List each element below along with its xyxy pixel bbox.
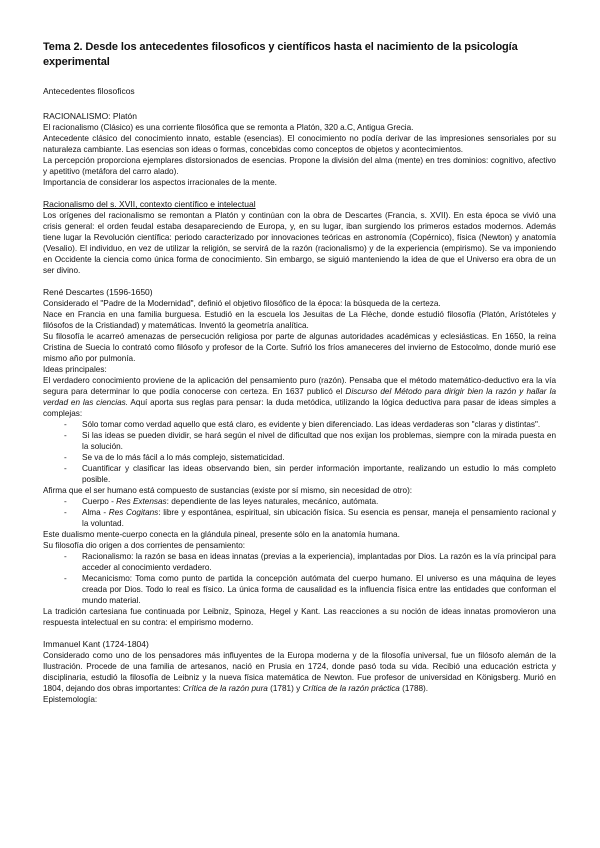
paragraph: Su filosofía dio origen a dos corrientes de pensamiento: bbox=[43, 541, 246, 550]
descartes-section bbox=[43, 287, 556, 628]
paragraph: Los orígenes del racionalismo se remontan a Platón y continúan con la obra de Descartes (Francia, s. XVII). En esta época se vivió una crisis general: el orden feudal estaba desapareciendo de Europa, y, en su lugar, iban surgiendo los primeros estados modernos. Además tiene lugar la Revolución científica: periodo caracterizado por innovaciones teóricas en astronomía (Copérnico), física (Newton) y anatomía (Vesalio). El individuo, en vez de utilizar la religión, se servirá de la razón (racionalismo) y de la experiencia (empirismo). Se va imponiendo en Occidente la ciencia como única forma de conocimiento. Sin embargo, se siguió manteniendo la idea de que el Universo era obra de un ser divino. bbox=[43, 211, 556, 275]
siglo17-heading: Racionalismo del s. XVII, contexto científico e intelectual bbox=[43, 199, 256, 209]
descartes-heading: René Descartes (1596-1650) bbox=[43, 287, 153, 297]
paragraph: Su filosofía le acarreó amenazas de persecución religiosa por parte de algunas autoridades académicas y eclesiásticas. En 1650, la reina Cristina de Suecia lo contrató como filósofo y profesor de la Corte. Sufrió los fríos amaneceres del invierno de Estocolmo, donde murió ese mismo año por pulmonía. bbox=[43, 332, 556, 363]
section-subtitle: Antecedentes filosoficos bbox=[43, 86, 135, 96]
sustancias-list bbox=[43, 496, 556, 529]
paragraph: La percepción proporciona ejemplares distorsionados de esencias. Propone la división del alma (mente) en tres dominios: cognitivo, afectivo y apetitivo (metáfora del carro alado). bbox=[43, 156, 556, 176]
list-item: - Racionalismo: la razón se basa en ideas innatas (previas a la experiencia), implantadas por Dios. La razón es la vía principal para acceder al conocimiento verdadero. bbox=[64, 552, 556, 572]
text-span: Aquí aporta sus reglas para pensar: la duda metódica, utilizando la lógica deductiva para pasar de ideas simples a complejas: bbox=[43, 398, 556, 418]
document-title: Tema 2. Desde los antecedentes filosoficos y científicos hasta el nacimiento de la psicología experimental bbox=[43, 41, 518, 68]
paragraph: Antecedente clásico del conocimiento innato, estable (esencias). El conocimiento no podía derivar de las impresiones sensoriales por su naturaleza cambiante. Las esencias son ideas o formas, concebidas como conceptos de objetos y acontecimientos. bbox=[43, 134, 556, 154]
racionalismo-section bbox=[43, 111, 556, 188]
paragraph: El racionalismo (Clásico) es una corriente filosófica que se remonta a Platón, 320 a.C, Antigua Grecia. bbox=[43, 123, 414, 132]
book-title: Crítica de la razón práctica bbox=[302, 684, 400, 693]
corrientes-list bbox=[43, 551, 556, 606]
rules-list bbox=[43, 419, 556, 485]
list-item: - Sólo tomar como verdad aquello que está claro, es evidente y bien diferenciado. Las ideas verdaderas son "claras y distintas". bbox=[64, 420, 541, 429]
text-span: El verdadero conocimiento proviene de la aplicación del pensamiento puro (razón). Pensaba que el método matemático-deductivo era la vía segura para determinar lo que podía conocerse con certeza. En 1637 publicó el bbox=[43, 376, 556, 396]
book-title: Discurso del Método para dirigir bien la razón y hallar la verdad en las ciencias. bbox=[43, 387, 557, 407]
paragraph: Considerado el "Padre de la Modernidad", definió el objetivo filosófico de la época: la búsqueda de la certeza. bbox=[43, 299, 441, 308]
list-item: - Mecanicismo: Toma como punto de partida la concepción autómata del cuerpo humano. El universo es una máquina de leyes creada por Dios. Todo lo real es físico. La única forma de causalidad es la influencia física entre las entidades que conforman el mundo material. bbox=[64, 574, 556, 605]
list-item: - Se va de lo más fácil a lo más complejo, sistematicidad. bbox=[64, 453, 285, 462]
list-item: - Si las ideas se pueden dividir, se hará según el nivel de dificultad que nos exijan los problemas, siempre con la mirada puesta en la solución. bbox=[64, 431, 556, 451]
paragraph: Importancia de considerar los aspectos irracionales de la mente. bbox=[43, 178, 277, 187]
paragraph: Considerado como uno de los pensadores más influyentes de la Europa moderna y de la filosofía universal, fue un filósofo alemán de la Ilustración. Procede de una familia de artesanos, nació en Prusia en 1724, donde pasó toda su vida. Recibió una educación estricta y disciplinaria, estudió la filosofía de Leibniz y la nueva física matemática de Newton. Fue profesor de universidad en Königsberg. Murió en 1804, dejando dos obras importantes: Crítica de la razón pura (1781) y Crítica de la razón práctica (1788). bbox=[43, 651, 556, 693]
paragraph: La tradición cartesiana fue continuada por Leibniz, Spinoza, Hegel y Kant. Las reacciones a su noción de ideas innatas promovieron una respuesta intelectual en su contra: el empirismo moderno. bbox=[43, 607, 556, 627]
list-item: - Cuantificar y clasificar las ideas observando bien, sin perder información importante, realizando un estudio lo más completo posible. bbox=[64, 464, 556, 484]
paragraph: Afirma que el ser humano está compuesto de sustancias (existe por sí mismo, sin necesidad de otro): bbox=[43, 486, 413, 495]
paragraph: Este dualismo mente-cuerpo conecta en la glándula pineal, presente sólo en la anatomía humana. bbox=[43, 530, 400, 539]
siglo17-section bbox=[43, 199, 556, 276]
epistemologia-heading: Epistemología: bbox=[43, 695, 98, 704]
book-title: Crítica de la razón pura bbox=[182, 684, 268, 693]
kant-section bbox=[43, 639, 556, 705]
paragraph bbox=[43, 375, 556, 419]
list-item: - Cuerpo - Res Extensas: dependiente de las leyes naturales, mecánico, autómata. bbox=[64, 497, 379, 506]
paragraph: Nace en Francia en una familia burguesa. Estudió en la escuela los Jesuitas de La Flèche, donde estudió filosofía (Platón, Arístóteles y filósofos de la Cristiandad) y matemáticas. Inventó la geometría analítica. bbox=[43, 310, 556, 330]
racionalismo-heading: RACIONALISMO: Platón bbox=[43, 111, 138, 121]
kant-heading: Immanuel Kant (1724-1804) bbox=[43, 639, 149, 649]
document-page bbox=[43, 40, 556, 705]
list-item: - Alma - Res Cogitans: libre y espontánea, espiritual, sin ubicación física. Su esencia es pensar, maneja el pensamiento racional y la voluntad. bbox=[64, 508, 557, 528]
ideas-heading: Ideas principales: bbox=[43, 365, 107, 374]
